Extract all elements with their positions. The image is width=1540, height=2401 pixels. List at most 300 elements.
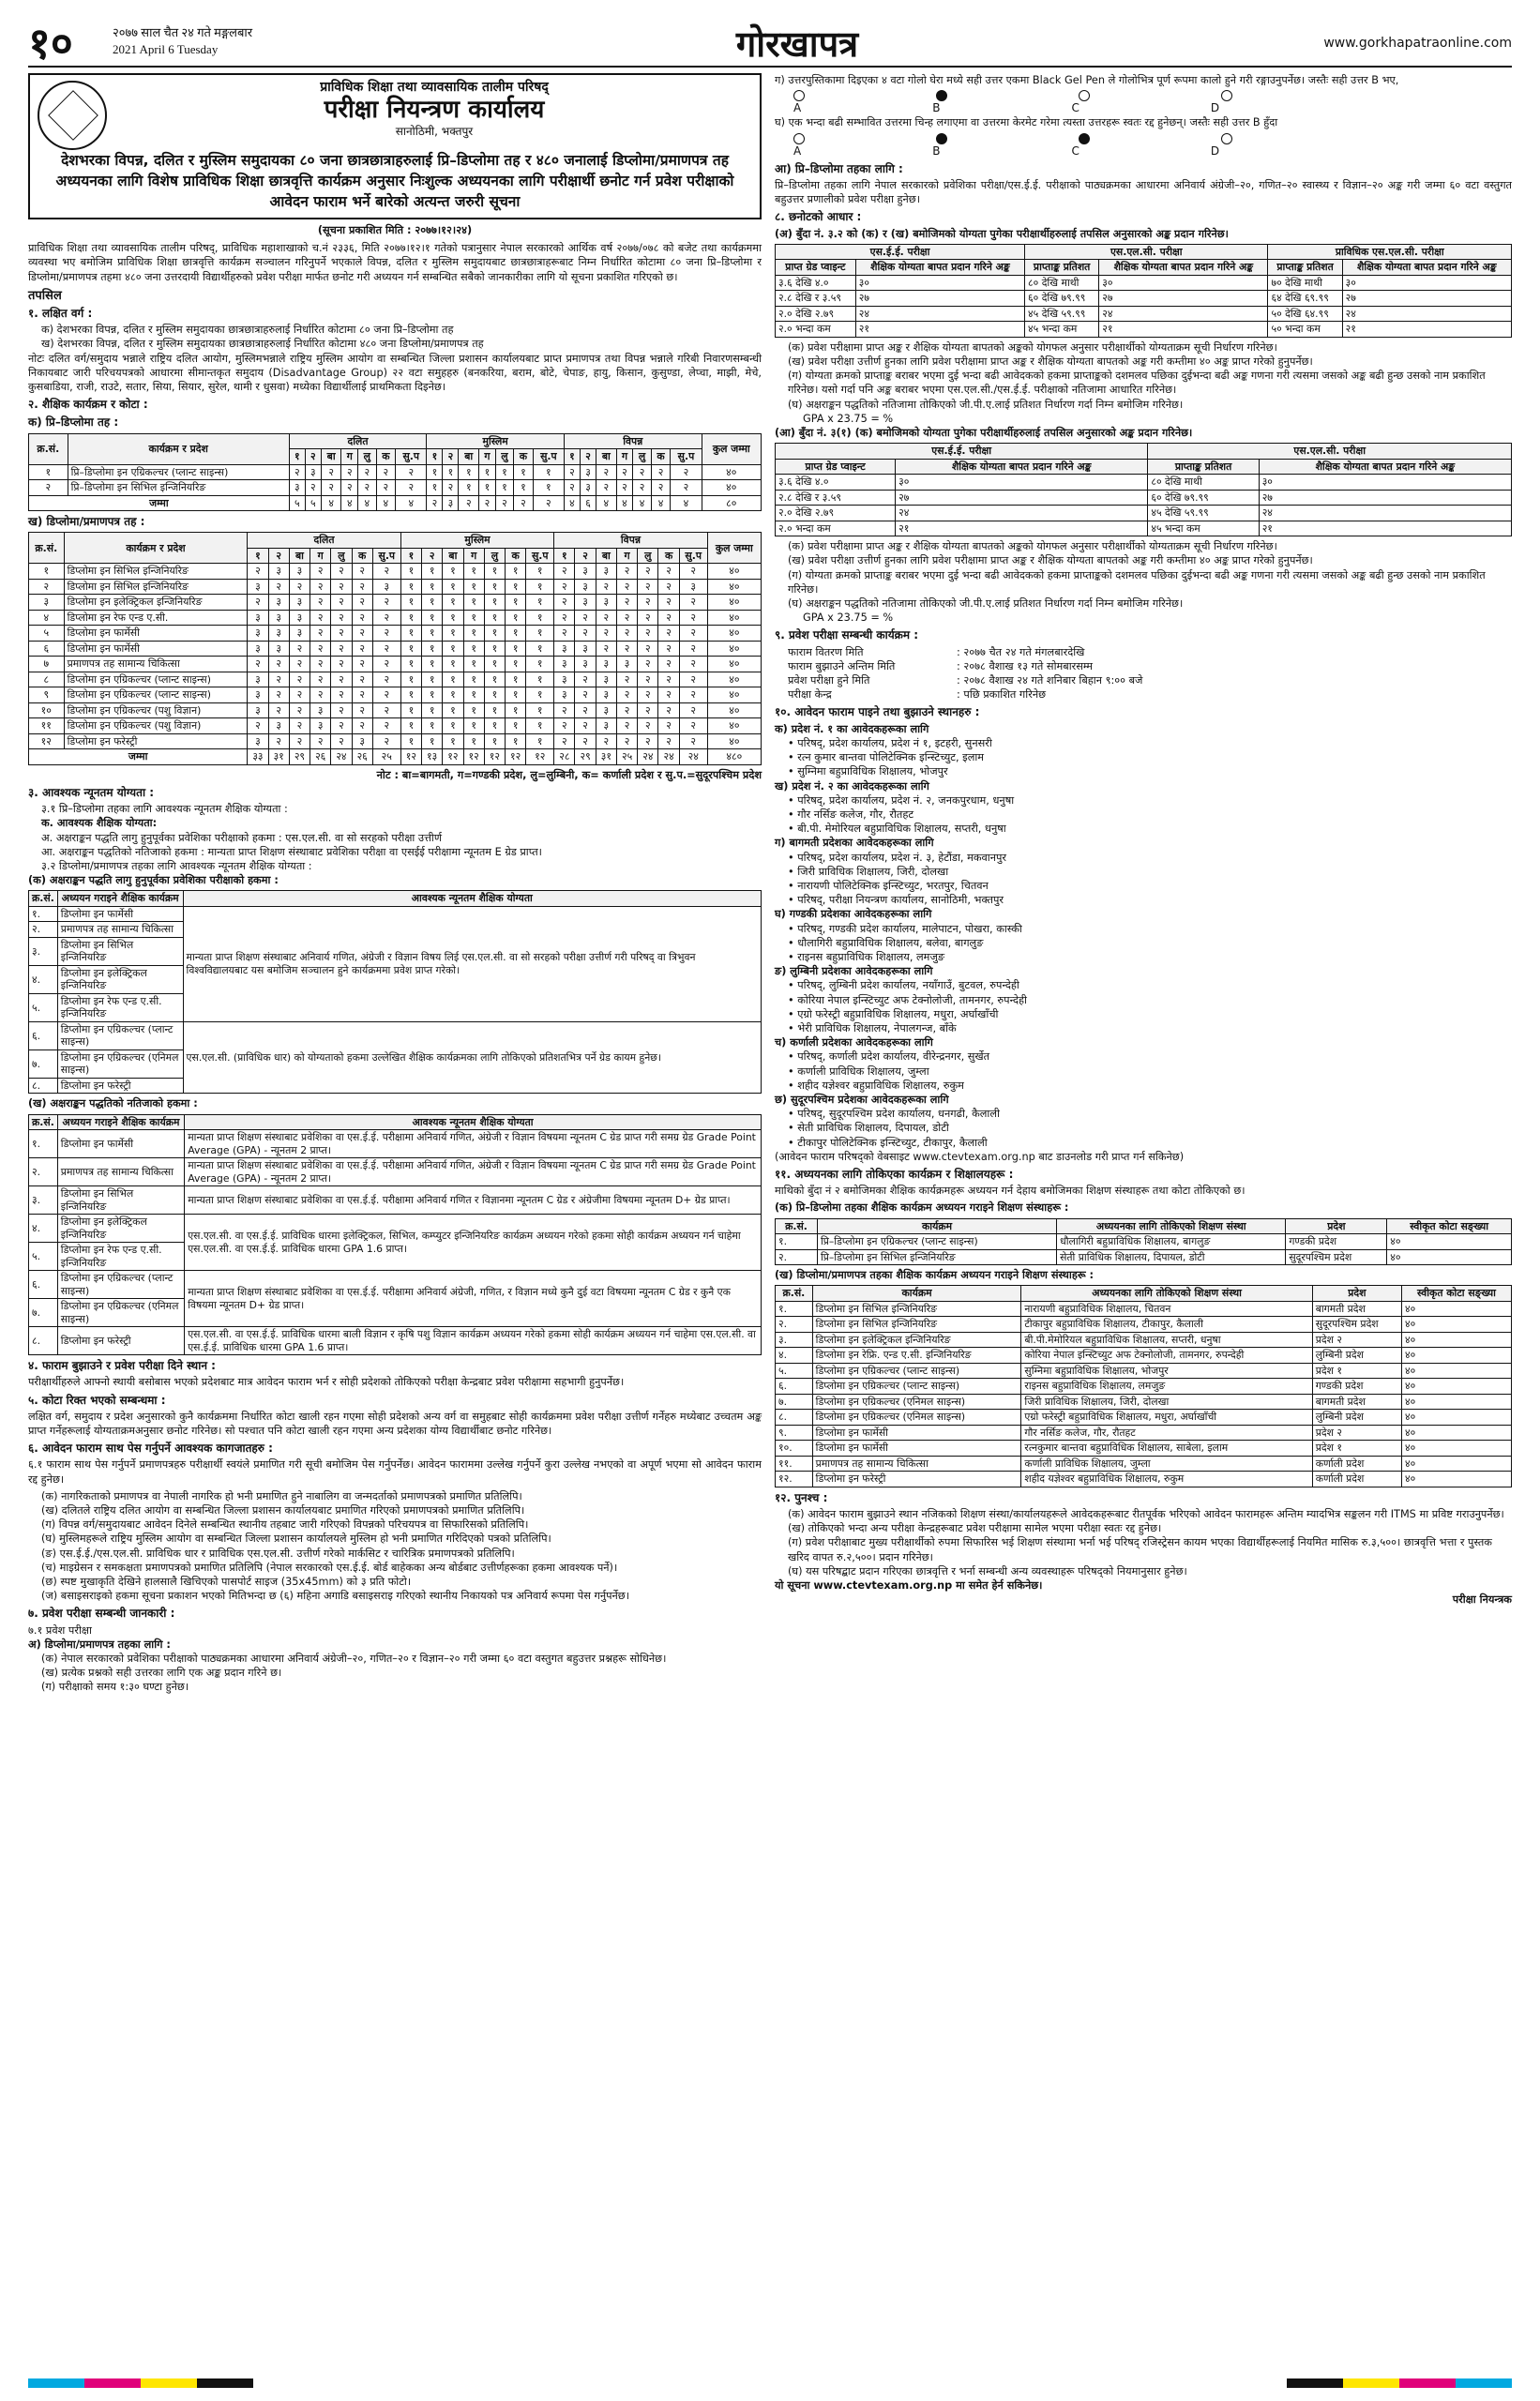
table-cell: ४: [341, 495, 358, 511]
table-cell: २४: [896, 506, 1148, 521]
table-cell: २: [376, 480, 396, 496]
table-cell: २: [658, 733, 679, 749]
table-cell: २: [289, 718, 310, 734]
omr-labels: [775, 101, 1512, 115]
table-cell: २: [554, 733, 575, 749]
table-cell: ३: [29, 595, 65, 611]
table-cell: गण्डकी प्रदेश: [1286, 1234, 1387, 1250]
table-cell: लुम्बिनी प्रदेश: [1312, 1410, 1401, 1426]
doc-item: (ङ) एस.ई.ई./एस.एल.सी. प्राविधिक धार र प्राविधिक एस.एल.सी. उत्तीर्ण गरेको मार्कसिट र चारित्रिक प्रमाणपत्रको प्रतिलिपि।: [41, 1547, 515, 1560]
header-cell: प्रदेश: [1286, 1218, 1387, 1234]
table-cell: २: [575, 702, 596, 718]
schedule-row: [775, 673, 1512, 687]
table-cell: २: [679, 564, 707, 580]
note-item: (क) प्रवेश परीक्षामा प्राप्त अङ्क र शैक्षिक योग्यता बापतको अङ्कको योगफल अनुसार परीक्षार्थीको योग्यताक्रम सूची निर्धारण गरिनेछ।: [788, 540, 1277, 553]
table-cell: ३.: [29, 1186, 58, 1215]
table-row: [776, 1301, 1512, 1317]
table-row: [29, 733, 762, 749]
header-cell: प्राप्त ग्रेड प्वाइन्ट: [776, 459, 896, 475]
table-cell: २: [372, 672, 400, 687]
table-cell: ३: [248, 672, 268, 687]
province-title: च) कर्णाली प्रदेशका आवेदकहरूका लागि: [775, 1036, 933, 1049]
table-cell: डिप्लोमा इन एग्रिकल्चर (प्लान्ट साइन्स): [57, 1271, 184, 1299]
table-cell: ४०: [1401, 1301, 1511, 1317]
header-cell: लु: [358, 449, 376, 465]
table-cell: कोरिया नेपाल इन्स्टिच्युट अफ टेक्नोलोजी, तामनगर, रुपन्देही: [1021, 1348, 1312, 1364]
omr-option-label: B: [932, 143, 941, 158]
table-row: [29, 579, 762, 595]
table-cell: १: [422, 657, 443, 672]
inst-ka: (क) प्रि–डिप्लोमा तहका शैक्षिक कार्यक्रम अध्ययन गराइने शिक्षण संस्थाहरू :: [775, 1201, 1069, 1215]
docs-title: ६. आवेदन फाराम साथ पेस गर्नुपर्ने आवश्यक कागजातहरु :: [28, 1442, 273, 1456]
table-cell: २: [29, 579, 65, 595]
omr-bubble-icon: [793, 133, 805, 144]
note-item: (क) प्रवेश परीक्षामा प्राप्त अङ्क र शैक्षिक योग्यता बापतको अङ्कको योगफल अनुसार परीक्षार्थीको योग्यताक्रम सूची निर्धारण गरिनेछ।: [788, 340, 1277, 354]
table-cell: २.८ देखि र ३.५९: [776, 291, 856, 307]
misc-item: (ख) तोकिएको भन्दा अन्य परीक्षा केन्द्रहरूबाट प्रवेश परीक्षामा सामेल भएमा परीक्षा स्वतः रद्द हुनेछ।: [788, 1522, 1162, 1535]
schedule-label: फाराम वितरण मिति: [788, 645, 864, 658]
table-cell: १.: [776, 1301, 813, 1317]
table-cell: २: [289, 672, 310, 687]
table-cell: ३: [310, 702, 331, 718]
table-cell: ४०: [707, 595, 761, 611]
table-cell: प्रि–डिप्लोमा इन एग्रिकल्चर (प्लान्ट साइन्स): [817, 1234, 1056, 1250]
table-cell: ३: [268, 641, 289, 657]
table-row: [29, 657, 762, 672]
header-cell: कार्यक्रम: [817, 1218, 1056, 1234]
header-cell: ग: [616, 449, 633, 465]
table-cell: टीकापुर बहुप्राविधिक शिक्षालय, टीकापुर, कैलाली: [1021, 1317, 1312, 1333]
header-cell: सु.प: [671, 449, 702, 465]
header-cell: २: [305, 449, 321, 465]
table-cell: २: [554, 626, 575, 642]
table-cell: १: [422, 672, 443, 687]
table-cell: २: [679, 718, 707, 734]
target-note: नोटः दलित वर्ग/समुदाय भन्नाले राष्ट्रिय दलित आयोग, मुस्लिमभन्नाले राष्ट्रिय मुस्लिम आयोग वा सम्बन्धित जिल्ला प्रशासन कार्यालयबाट प्राप्त प्रमाणपत्र तथा विपन्न भन्नाले गरिबी निवारणसम्बन्धी निकायबाट जारी परिचयपत्रको आधारमा सीमान्तकृत समुदाय (Disadvantage Group) २२ वटा समुहहरु (बनकरिया, बराम, बोटे, चेपाङ, हायु, किसान, कुसुण्डा, लेप्चा, माझी, मेचे, कुसबाडिया, राजी, राउटे, सतार, सिया, सियार, सुरेल, थामी र धुसवा) मध्येका विद्यार्थीलाई प्राथमिकता दिइनेछ।: [28, 352, 762, 394]
table-cell: २: [310, 733, 331, 749]
header-cell: ग: [616, 548, 637, 564]
qual-a: अ. अक्षराङ्कन पद्धति लागु हुनुपूर्वका प्रवेशिका परीक्षाको हकमा : एस.एल.सी. वा सो सरहको परीक्षा उत्तीर्ण: [41, 831, 443, 844]
table-cell: १: [422, 564, 443, 580]
table-cell: ४: [596, 495, 617, 511]
table-cell: ४०: [1401, 1410, 1511, 1426]
header-cell: प्राप्ताङ्क प्रतिशत: [1268, 260, 1342, 276]
omr-bubble-icon: [1221, 90, 1232, 101]
table-cell: १: [400, 564, 421, 580]
table-cell: ६४ देखि ६९.९९: [1268, 291, 1342, 307]
exam-list: [28, 1652, 762, 1695]
table-cell: १: [463, 610, 484, 626]
table-cell: ३१: [596, 749, 616, 765]
table-cell: २: [289, 641, 310, 657]
table-cell: १: [484, 579, 505, 595]
table-header-row: [29, 433, 762, 449]
table-cell: ७० देखि माथी: [1268, 275, 1342, 291]
table-cell: १: [526, 733, 554, 749]
header-cell: स्वीकृत कोटा सङ्ख्या: [1387, 1218, 1512, 1234]
table-cell: ५० भन्दा कम: [1268, 322, 1342, 338]
table-cell: २: [289, 657, 310, 672]
table-cell: १: [422, 733, 443, 749]
dip-title: ख) डिप्लोमा/प्रमाणपत्र तह :: [28, 515, 145, 529]
table-cell: ४०: [707, 702, 761, 718]
table-cell: ११.: [776, 1456, 813, 1472]
select-a: (अ) बुँदा नं. ३.२ को (क) र (ख) बमोजिमको योग्यता पुगेका परीक्षार्थीहरुलाई तपसिल अनुसारको अङ्क प्रदान गरिनेछ।: [775, 227, 1229, 240]
table-cell: जिरी प्राविधिक शिक्षालय, जिरी, दोलखा: [1021, 1394, 1312, 1410]
table-cell: डिप्लोमा इन सिभिल इन्जिनियरिङ: [812, 1301, 1021, 1317]
table-cell: ४०: [1401, 1425, 1511, 1441]
table-cell: ३: [289, 564, 310, 580]
table-cell: ३: [616, 657, 637, 672]
table-cell: २: [358, 480, 376, 496]
table-cell: ४.: [29, 965, 58, 993]
table-cell: २: [554, 595, 575, 611]
table-cell: डिप्लोमा इन एग्रिकल्चर (प्लान्ट साइन्स): [64, 687, 248, 703]
doc-item: (ज) बसाइसराइको हकमा सूचना प्रकाशन भएको मितिभन्दा छ (६) महिना अगाडि बसाइसराइ गरिएको स्थानीय निकायको पत्र अनिवार्य रूपमा पेस गर्नुपर्नेछ।: [41, 1590, 629, 1603]
quota-text: लक्षित वर्ग, समुदाय र प्रदेश अनुसारको कुनै कार्यक्रममा निर्धारित कोटा खाली रहन गएमा सोही प्रदेशको अन्य वर्ग वा समुहबाट सोही कार्यक्रममा प्रवेश परीक्षा उत्तीर्ण गर्नेहरु मध्येबाट उच्चतम अङ्क प्राप्त गर्नेहरूलाई योग्यताक्रमअनुसार छनोट गरिनेछ। सो पश्चात पनि कोटा खाली रहन गएमा अन्य प्रदेशका योग्य विद्यार्थीबाट छनोट गरिनेछ।: [28, 1410, 762, 1437]
table-cell: २: [427, 495, 443, 511]
table-cell: २.: [29, 922, 58, 938]
schedule-label: प्रवेश परीक्षा हुने मिति: [788, 674, 870, 687]
table-cell: १२: [484, 749, 505, 765]
newspaper-header: [28, 17, 1512, 68]
table-cell: कर्णाली प्रदेश: [1312, 1456, 1401, 1472]
table-row: [29, 1021, 762, 1049]
province-office: • धौलागिरी बहुप्राविधिक शिक्षालय, बलेवा, बागलुङ: [788, 936, 984, 949]
table-cell: ३: [268, 610, 289, 626]
table-cell: डिप्लोमा इन फरेस्ट्री: [57, 1327, 184, 1355]
table-cell: २.० भन्दा कम: [776, 322, 856, 338]
header-cell: कार्यक्रम र प्रदेश: [68, 433, 289, 464]
institution-table-dip: [775, 1285, 1512, 1487]
table-cell: १: [484, 687, 505, 703]
table-cell: २: [616, 687, 637, 703]
table-cell: २: [289, 702, 310, 718]
table-cell: १: [484, 564, 505, 580]
table-cell: २: [352, 657, 372, 672]
header-cell: स्वीकृत कोटा सङ्ख्या: [1401, 1286, 1511, 1302]
form-text: परीक्षार्थीहरुले आफ्नो स्थायी बसोबास भएको प्रदेशबाट मात्र आवेदन फाराम भर्न र सोही प्रदेशको तोकिएको परीक्षा केन्द्रबाट प्रवेश परीक्षामा सहभागी हुनुपर्नेछ।: [28, 1376, 625, 1389]
table-cell: ५: [305, 495, 321, 511]
header-cell: दलित: [248, 533, 400, 549]
table-cell: २: [321, 464, 341, 480]
table-cell: १: [533, 464, 564, 480]
table-cell: १: [422, 702, 443, 718]
province-title: छ) सुदूरपश्चिम प्रदेशका आवेदकहरूका लागि: [775, 1093, 949, 1106]
table-cell: २: [679, 626, 707, 642]
table-cell: १२: [506, 749, 526, 765]
header-cell: दलित: [289, 433, 427, 449]
table-cell: जम्मा: [29, 749, 248, 765]
table-cell: ४.: [29, 1215, 58, 1243]
table-cell: २: [658, 702, 679, 718]
table-cell: २: [575, 687, 596, 703]
table-cell: ८०: [702, 495, 761, 511]
table-cell: १: [463, 641, 484, 657]
table-header-row: [776, 444, 1512, 460]
table-cell: १: [506, 579, 526, 595]
table-cell: ३: [289, 610, 310, 626]
province-title: क) प्रदेश नं. १ का आवेदकहरूका लागि: [775, 722, 929, 735]
table-cell: १: [506, 702, 526, 718]
table-cell: ३: [554, 641, 575, 657]
schedule-list: [775, 645, 1512, 702]
omr-option-label: B: [932, 101, 941, 115]
header-cell: ग: [479, 449, 496, 465]
signature: परीक्षा नियन्त्रक: [1452, 1593, 1512, 1607]
header-cell: बा: [596, 548, 616, 564]
schedule-value: : २०७८ वैशाख २४ गते शनिबार बिहान ९:०० बजे: [957, 674, 1143, 687]
table-cell: ३: [268, 718, 289, 734]
table-cell: ४५ देखि ५९.९९: [1025, 306, 1099, 322]
target-item: ख) देशभरका विपन्न, दलित र मुस्लिम समुदायका छात्रछात्राहरुलाई निर्धारित कोटामा ४८० जना डिप्लोमा/प्रमाणपत्र तह: [41, 338, 484, 351]
misc-list: [775, 1507, 1512, 1578]
table-cell: ३: [305, 464, 321, 480]
header-cell: कार्यक्रम र प्रदेश: [64, 533, 248, 564]
table-cell: सेती प्राविधिक शिक्षालय, दिपायल, डोटी: [1057, 1249, 1286, 1265]
table-cell: २: [331, 718, 352, 734]
table-cell: ४०: [1401, 1456, 1511, 1472]
table-cell: ३: [581, 464, 596, 480]
header-cell: प्राविधिक एस.एल.सी. परीक्षा: [1268, 244, 1512, 260]
table-cell: १: [484, 733, 505, 749]
header-cell: एस.ई.ई. परीक्षा: [776, 444, 1148, 460]
province-office: • सेती प्राविधिक शिक्षालय, दिपायल, डोटी: [788, 1122, 949, 1135]
province-title: ग) बागमती प्रदेशका आवेदकहरूका लागि: [775, 837, 934, 850]
table-cell: डिप्लोमा इन फार्मेसी: [64, 641, 248, 657]
table-cell: ३: [554, 672, 575, 687]
table-cell: डिप्लोमा इन सिभिल इन्जिनियरिङ: [812, 1317, 1021, 1333]
table-cell: २: [268, 733, 289, 749]
table-cell: २७: [1342, 291, 1511, 307]
table-cell: २६: [352, 749, 372, 765]
table-cell: डिप्लोमा इन एग्रिकल्चर (प्लान्ट साइन्स): [812, 1363, 1021, 1379]
notice-header-box: [28, 73, 762, 219]
table-cell: २: [268, 702, 289, 718]
table-cell: ४०: [707, 687, 761, 703]
exam-title: ७. प्रवेश परीक्षा सम्बन्धी जानकारी :: [28, 1607, 175, 1621]
table-cell: २: [443, 480, 459, 496]
table-cell: प्रमाणपत्र तह सामान्य चिकित्सा: [812, 1456, 1021, 1472]
table-cell: २: [268, 579, 289, 595]
table-cell: २.० भन्दा कम: [776, 521, 896, 536]
table-row: [776, 1394, 1512, 1410]
table-cell: २.: [776, 1317, 813, 1333]
website-link[interactable]: www.gorkhapatraonline.com: [1323, 36, 1512, 51]
province-office: • कोरिया नेपाल इन्स्टिच्युट अफ टेक्नोलोजी, तामनगर, रुपन्देही: [788, 993, 1027, 1006]
header-cell: क: [514, 449, 534, 465]
header-cell: क्र.सं.: [29, 891, 58, 907]
table-row: [29, 1215, 762, 1243]
table-cell: १: [506, 733, 526, 749]
table-cell: डिप्लोमा इन रेफ एन्ड ए.सी. इन्जिनियरिङ: [57, 1243, 184, 1271]
table-cell: १: [463, 657, 484, 672]
table-cell: २: [248, 595, 268, 611]
exam-item: (ख) प्रत्येक प्रश्नको सही उत्तरका लागि एक अङ्क प्रदान गरिने छ।: [41, 1667, 282, 1680]
table-cell: १: [506, 641, 526, 657]
table-cell: ३: [248, 610, 268, 626]
table-cell: ४: [376, 495, 396, 511]
table-cell: ४०: [707, 579, 761, 595]
color-swatch: [197, 2378, 253, 2388]
table-cell: ३: [289, 626, 310, 642]
table-cell: २: [616, 702, 637, 718]
table-cell: ४०: [1401, 1363, 1511, 1379]
table-cell: डिप्लोमा इन एग्रिकल्चर (प्लान्ट साइन्स): [64, 672, 248, 687]
table-cell: २: [341, 464, 358, 480]
table-cell: १: [422, 579, 443, 595]
province-title: ख) प्रदेश नं. २ का आवेदकहरूका लागि: [775, 779, 929, 793]
table-cell: २: [616, 595, 637, 611]
omr-bubble-icon: [936, 90, 947, 101]
table-cell: १: [484, 657, 505, 672]
table-cell: ५: [29, 626, 65, 642]
table-cell: २: [396, 464, 427, 480]
table-cell: २: [679, 687, 707, 703]
header-cell: २: [581, 449, 596, 465]
table-cell: ३१: [268, 749, 289, 765]
table-cell: २: [638, 595, 658, 611]
date-nepali: २०७७ साल चैत २४ गते मङ्गलबार: [113, 25, 253, 39]
table-cell: १: [479, 480, 496, 496]
table-cell: १: [459, 480, 479, 496]
docs-text: ६.१ फाराम साथ पेस गर्नुपर्ने प्रमाणपत्रहरु परीक्षार्थी स्वयंले प्रमाणित गरी सूची बमोजिम पेस गर्नुपर्नेछ। आवेदन फाराममा उल्लेख गर्नुपर्ने कुरा उल्लेख नभएको वा अपूर्ण भएमा सो आवेदन फाराम रद्द हुनेछ।: [28, 1458, 762, 1486]
table-cell: २: [310, 610, 331, 626]
table-cell: १: [526, 610, 554, 626]
table-header-row: [776, 459, 1512, 475]
header-cell: कुल जम्मा: [707, 533, 761, 564]
table-cell: २४: [1342, 306, 1511, 322]
table-cell: २: [679, 702, 707, 718]
table-cell: २: [352, 687, 372, 703]
table-cell: ८.: [29, 1078, 58, 1094]
table-cell: १: [484, 626, 505, 642]
table-cell: डिप्लोमा इन इलेक्ट्रिकल इन्जिनियरिङ: [812, 1332, 1021, 1348]
color-swatch: [1287, 2378, 1343, 2388]
table-cell: ५: [289, 495, 305, 511]
header-cell: सु.प: [396, 449, 427, 465]
table-cell: सुदूरपश्चिम प्रदेश: [1312, 1317, 1401, 1333]
table-cell: २: [372, 626, 400, 642]
table-cell: १: [506, 657, 526, 672]
table-cell: १: [484, 702, 505, 718]
table-cell: ३: [248, 626, 268, 642]
province-office: • परिषद्, प्रदेश कार्यालय, प्रदेश नं १, इटहरी, सुनसरी: [788, 736, 992, 749]
table-cell: ८.: [29, 1327, 58, 1355]
table-cell: २: [331, 564, 352, 580]
header-cell: लु: [331, 548, 352, 564]
table-cell: २: [331, 687, 352, 703]
table-row: [29, 1158, 762, 1186]
omr-bubble-icon: [1221, 133, 1232, 144]
header-cell: १: [400, 548, 421, 564]
header-cell: शैक्षिक योग्यता बापत प्रदान गरिने अङ्क: [1342, 260, 1511, 276]
table-cell: ४०: [707, 733, 761, 749]
table-cell: १२: [463, 749, 484, 765]
table-cell: डिप्लोमा इन फार्मेसी: [812, 1425, 1021, 1441]
table-cell: १०: [29, 702, 65, 718]
table-cell: डिप्लोमा इन एग्रिकल्चर (प्लान्ट साइन्स): [812, 1379, 1021, 1395]
table-cell: डिप्लोमा इन फार्मेसी: [57, 906, 183, 922]
table-cell: ३.६ देखि ४.०: [776, 275, 856, 291]
table-cell: २१: [1259, 521, 1511, 536]
table-cell: प्रि–डिप्लोमा इन सिभिल इन्जिनियरिङ: [817, 1249, 1056, 1265]
table-cell: डिप्लोमा इन सिभिल इन्जिनियरिङ: [57, 1186, 184, 1215]
header-cell: एस.एल.सी. परीक्षा: [1148, 444, 1512, 460]
table-cell: २: [679, 610, 707, 626]
province-office: • भेरी प्राविधिक शिक्षालय, नेपालगन्ज, बाँके: [788, 1021, 957, 1034]
qual-sub-kha: (ख) अक्षराङ्कन पद्धतिको नतिजाको हकमा :: [28, 1097, 198, 1110]
table-cell: २४: [1259, 506, 1511, 521]
table-cell: ४: [564, 495, 580, 511]
province-office: • परिषद्, कर्णाली प्रदेश कार्यालय, वीरेन्द्रनगर, सुर्खेत: [788, 1050, 990, 1064]
table-cell: २: [248, 657, 268, 672]
table-cell: ३०: [1259, 475, 1511, 491]
table-cell: ४०: [1401, 1332, 1511, 1348]
table-cell: १: [463, 579, 484, 595]
table-cell: डिप्लोमा इन एग्रिकल्चर (एनिमल साइन्स): [57, 1299, 184, 1327]
inst-title: ११. अध्ययनका लागि तोकिएका कार्यक्रम र शिक्षालयहरू :: [775, 1167, 1014, 1181]
table-row: [29, 1186, 762, 1215]
table-cell: ४: [29, 610, 65, 626]
schedule-label: फाराम बुझाउने अन्तिम मिति: [788, 659, 896, 672]
table-cell: २: [575, 733, 596, 749]
table-cell: २: [459, 495, 479, 511]
table-cell: एस.एल.सी. (प्राविधिक धार) को योग्यताको हकमा उल्लेखित शैक्षिक कार्यक्रमका लागि तोकिएको प्रतिशतभित्र पर्ने ग्रेड कायम हुनेछ।: [183, 1021, 761, 1094]
table-cell: डिप्लोमा इन एग्रिकल्चर (पशु विज्ञान): [64, 718, 248, 734]
table-cell: १: [400, 672, 421, 687]
table-cell: २: [372, 564, 400, 580]
table-cell: ५० देखि ६४.९९: [1268, 306, 1342, 322]
table-cell: १: [506, 718, 526, 734]
intro-paragraph: प्राविधिक शिक्षा तथा व्यावसायिक तालीम परिषद्, प्राविधिक महाशाखाको च.नं २३३६, मिति २०७७।१२।१ गतेको पत्रानुसार नेपाल सरकारको आर्थिक वर्ष २०७७/०७८ को बजेट तथा कार्यक्रममा व्यवस्था भए बमोजिम प्राविधिक शिक्षा छात्रवृत्ति कार्यक्रम सञ्चालन गरिनुपर्ने भएकाले विपन्न, दलित र मुस्लिम समुदायबाट छात्रछात्राहरूबाट निम्न निर्धारित कोटामा ८० जना प्रि–डिप्लोमा र डिप्लोमा/प्रमाणपत्र तहमा ४८० जना उत्तरदायी विद्यार्थीहरुको प्रवेश परीक्षा मार्फत छनोट गरी अध्ययन गर्न सम्बन्धित सबैको जानकारीका लागि यो सूचना प्रकाशित गरिएको छ।: [28, 242, 762, 283]
table-cell: १: [495, 480, 513, 496]
table-cell: १: [526, 564, 554, 580]
table-cell: २: [638, 641, 658, 657]
table-header-row: [776, 1286, 1512, 1302]
table-cell: ४०: [1401, 1441, 1511, 1457]
table-cell: ३: [268, 564, 289, 580]
gpa-formula: GPA x 23.75 = %: [803, 412, 894, 425]
table-cell: २: [331, 733, 352, 749]
table-cell: २: [495, 495, 513, 511]
table-cell: २: [616, 672, 637, 687]
table-cell: डिप्लोमा इन फार्मेसी: [812, 1441, 1021, 1457]
table-cell: १: [443, 733, 463, 749]
header-cell: क: [658, 548, 679, 564]
omr-option-label: C: [1071, 143, 1080, 158]
grade-table-a: [775, 244, 1512, 338]
gpa-formula-2: GPA x 23.75 = %: [803, 612, 894, 625]
table-cell: २: [310, 687, 331, 703]
table-cell: ३: [248, 687, 268, 703]
table-cell: २: [248, 718, 268, 734]
table-cell: २: [352, 595, 372, 611]
header-cell: क्र.सं.: [29, 433, 68, 464]
table-cell: २: [616, 610, 637, 626]
table-cell: २: [554, 718, 575, 734]
table-cell: ९: [29, 687, 65, 703]
qual-31: ३.१ प्रि–डिप्लोमा तहका लागि आवश्यक न्यूनतम शैक्षिक योग्यता :: [41, 803, 288, 816]
table-cell: १: [400, 626, 421, 642]
pre-diploma-seat-table: [28, 433, 762, 512]
table-cell: १: [463, 718, 484, 734]
table-cell: १: [29, 564, 65, 580]
table-cell: २: [638, 579, 658, 595]
note-item: (ख) प्रवेश परीक्षा उत्तीर्ण हुनका लागि प्रवेश परीक्षामा प्राप्त अङ्क र शैक्षिक योग्यता बापतको अङ्क गरी कम्तीमा ४० अङ्क प्राप्त गरेको हुनुपर्नेछ।: [788, 554, 1313, 567]
header-cell: शैक्षिक योग्यता बापत प्रदान गरिने अङ्क: [1099, 260, 1268, 276]
table-cell: २: [596, 610, 616, 626]
